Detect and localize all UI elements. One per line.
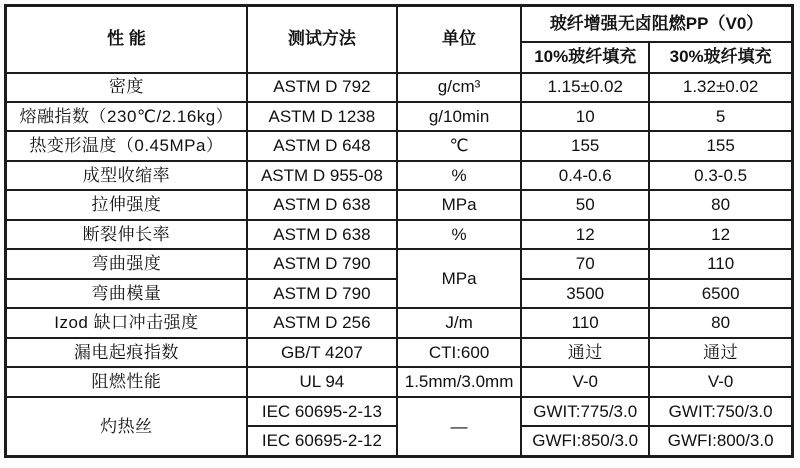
cell-gf30: 155 bbox=[649, 131, 792, 160]
cell-gf30: 5 bbox=[649, 102, 792, 131]
cell-property: 断裂伸长率 bbox=[6, 220, 247, 249]
cell-method: IEC 60695-2-12 bbox=[247, 426, 397, 456]
cell-gf10: GWIT:775/3.0 bbox=[521, 397, 649, 426]
cell-unit: % bbox=[397, 220, 521, 249]
cell-gf30: 1.32±0.02 bbox=[649, 73, 792, 102]
table-row bbox=[6, 102, 793, 131]
header-row-group bbox=[6, 6, 793, 42]
cell-property: 灼热丝 bbox=[6, 397, 247, 457]
cell-method: GB/T 4207 bbox=[247, 338, 397, 367]
cell-unit: MPa bbox=[397, 190, 521, 219]
table-row bbox=[6, 190, 793, 219]
cell-gf10: 110 bbox=[521, 308, 649, 337]
cell-property: 热变形温度（0.45MPa） bbox=[6, 131, 247, 160]
cell-property: 密度 bbox=[6, 73, 247, 102]
table-row bbox=[6, 397, 793, 426]
cell-gf30: 80 bbox=[649, 190, 792, 219]
header-gf10-fill: 10%玻纤填充 bbox=[521, 42, 649, 73]
header-property: 性 能 bbox=[6, 6, 247, 73]
cell-property: 漏电起痕指数 bbox=[6, 338, 247, 367]
table-body bbox=[6, 73, 793, 457]
table-row bbox=[6, 308, 793, 337]
material-spec-table bbox=[4, 4, 794, 458]
cell-method: ASTM D 792 bbox=[247, 73, 397, 102]
cell-gf30: 6500 bbox=[649, 279, 792, 308]
cell-method: IEC 60695-2-13 bbox=[247, 397, 397, 426]
cell-gf10: 1.15±0.02 bbox=[521, 73, 649, 102]
table-row bbox=[6, 220, 793, 249]
cell-method: ASTM D 1238 bbox=[247, 102, 397, 131]
cell-gf10: 3500 bbox=[521, 279, 649, 308]
table-row bbox=[6, 338, 793, 367]
cell-unit: CTI:600 bbox=[397, 338, 521, 367]
cell-unit: MPa bbox=[397, 249, 521, 308]
header-gf30-fill: 30%玻纤填充 bbox=[649, 42, 792, 73]
cell-gf10: GWFI:850/3.0 bbox=[521, 426, 649, 456]
cell-gf30: 110 bbox=[649, 249, 792, 278]
cell-gf10: 通过 bbox=[521, 338, 649, 367]
cell-gf30: 80 bbox=[649, 308, 792, 337]
table-row bbox=[6, 73, 793, 102]
header-unit: 单位 bbox=[397, 6, 521, 73]
cell-gf10: 155 bbox=[521, 131, 649, 160]
cell-gf10: 70 bbox=[521, 249, 649, 278]
cell-gf30: 0.3-0.5 bbox=[649, 161, 792, 190]
cell-gf10: 12 bbox=[521, 220, 649, 249]
cell-gf10: 50 bbox=[521, 190, 649, 219]
cell-method: ASTM D 648 bbox=[247, 131, 397, 160]
cell-gf30: GWIT:750/3.0 bbox=[649, 397, 792, 426]
cell-unit: % bbox=[397, 161, 521, 190]
cell-property: 成型收缩率 bbox=[6, 161, 247, 190]
cell-method: UL 94 bbox=[247, 367, 397, 396]
table-row bbox=[6, 161, 793, 190]
cell-method: ASTM D 256 bbox=[247, 308, 397, 337]
cell-gf30: V-0 bbox=[649, 367, 792, 396]
cell-property: 拉伸强度 bbox=[6, 190, 247, 219]
table-row bbox=[6, 249, 793, 278]
cell-method: ASTM D 638 bbox=[247, 190, 397, 219]
table-row bbox=[6, 131, 793, 160]
cell-unit: 1.5mm/3.0mm bbox=[397, 367, 521, 396]
cell-gf10: 10 bbox=[521, 102, 649, 131]
header-material-group: 玻纤增强无卤阻燃PP（V0） bbox=[521, 6, 792, 42]
cell-property: 弯曲强度 bbox=[6, 249, 247, 278]
cell-gf10: V-0 bbox=[521, 367, 649, 396]
cell-method: ASTM D 638 bbox=[247, 220, 397, 249]
table-header bbox=[6, 6, 793, 73]
cell-gf10: 0.4-0.6 bbox=[521, 161, 649, 190]
cell-unit: J/m bbox=[397, 308, 521, 337]
cell-gf30: 12 bbox=[649, 220, 792, 249]
cell-gf30: GWFI:800/3.0 bbox=[649, 426, 792, 456]
cell-method: ASTM D 955-08 bbox=[247, 161, 397, 190]
cell-property: 熔融指数（230℃/2.16kg） bbox=[6, 102, 247, 131]
cell-unit: ℃ bbox=[397, 131, 521, 160]
header-test-method: 测试方法 bbox=[247, 6, 397, 73]
table-row bbox=[6, 367, 793, 396]
cell-gf30: 通过 bbox=[649, 338, 792, 367]
cell-method: ASTM D 790 bbox=[247, 279, 397, 308]
cell-property: 弯曲模量 bbox=[6, 279, 247, 308]
cell-unit: — bbox=[397, 397, 521, 457]
cell-property: 阻燃性能 bbox=[6, 367, 247, 396]
cell-unit: g/cm³ bbox=[397, 73, 521, 102]
cell-property: Izod 缺口冲击强度 bbox=[6, 308, 247, 337]
cell-unit: g/10min bbox=[397, 102, 521, 131]
cell-method: ASTM D 790 bbox=[247, 249, 397, 278]
